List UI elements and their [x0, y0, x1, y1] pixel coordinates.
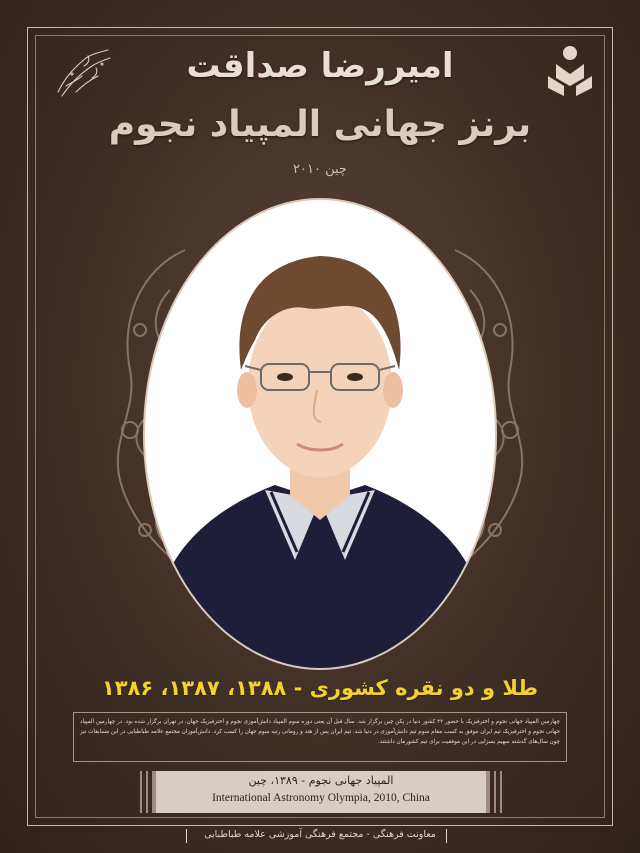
caption-right-bars	[494, 771, 502, 813]
award-subtitle: چین ۲۰۱۰	[293, 162, 347, 177]
footer-credit: معاونت فرهنگی - مجتمع فرهنگی آموزشی علامه طباطبایی	[204, 829, 436, 840]
caption-persian: المپیاد جهانی نجوم - ۱۳۸۹، چین	[248, 774, 394, 787]
award-title: برنز جهانی المپیاد نجوم	[108, 104, 532, 145]
caption-english: International Astronomy Olympia, 2010, China	[212, 792, 430, 804]
student-portrait	[145, 200, 495, 668]
description-box	[73, 712, 567, 762]
footer-divider-right	[446, 829, 447, 843]
description-text: چهارمین المپیاد جهانی نجوم و اخترفیزیک با حضور ۲۲ کشور دنیا در پکن چین برگزار شد. سال قبل آن یعنی دوره سوم المپیاد دانش‌آموزی نجوم و اخترفیزیک جهان، در تهران برگزار شده بود. در چهارمین المپیاد جهانی نجوم و اخترفیزیک تیم ایران موفق به کسب مقام سوم تیم دانش‌آموزی در دنیا شد. تیم ایران پس از هند و رومانی رتبه سوم جهان را کسب کرد. دانش‌آموزان مجتمع علامه طباطبایی در این مسابقات نیز چون سال‌های گذشته سهیم بسزایی در این موفقیت برای تیم کشورمان داشتند.	[80, 719, 560, 745]
national-medals: طلا و دو نقره کشوری - ۱۳۸۸، ۱۳۸۷، ۱۳۸۶	[101, 676, 539, 700]
portrait-frame	[145, 200, 495, 668]
person-name: امیررضا صداقت	[186, 46, 454, 86]
caption-box	[152, 771, 490, 813]
caption-left-bars	[140, 771, 148, 813]
